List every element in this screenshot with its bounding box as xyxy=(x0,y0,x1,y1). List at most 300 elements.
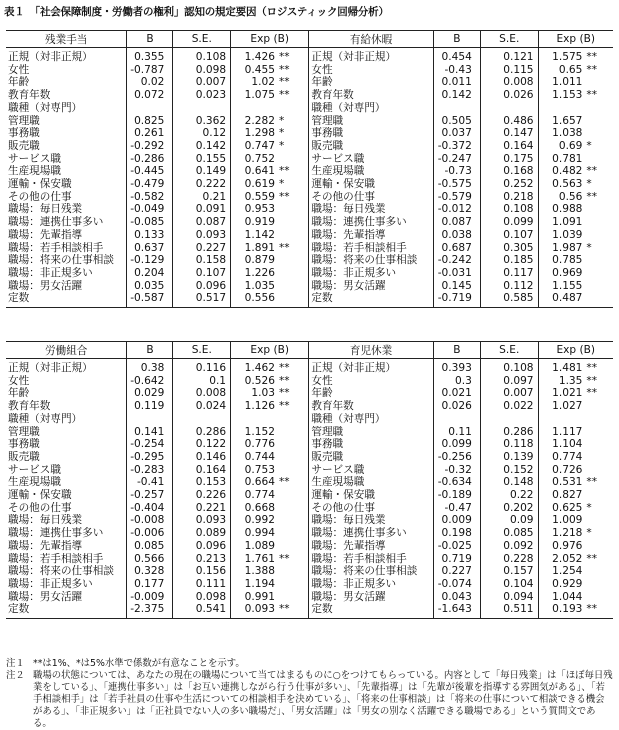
std-error: 0.093 xyxy=(173,229,231,242)
std-error: 0.118 xyxy=(480,438,538,451)
std-error: 0.1 xyxy=(173,375,231,388)
coef-b: -0.43 xyxy=(433,64,476,77)
variable-label: その他の仕事 xyxy=(8,190,72,203)
exp-b: 1.075 xyxy=(231,89,279,102)
variable-label: 正規（対非正規） xyxy=(8,51,93,63)
variable-label: 女性 xyxy=(8,63,30,76)
exp-b: 0.625 xyxy=(538,502,586,515)
variable-label: その他の仕事 xyxy=(309,191,433,204)
significance-mark xyxy=(279,591,309,604)
std-error: 0.157 xyxy=(480,565,538,578)
variable-label: 管理職 xyxy=(309,115,433,128)
exp-b: 0.976 xyxy=(538,540,586,553)
variable-label: その他の仕事 xyxy=(8,501,72,514)
coef-b: -0.32 xyxy=(433,464,476,477)
significance-mark: ** xyxy=(278,476,290,489)
col-header-se: S.E. xyxy=(480,31,538,48)
significance-mark xyxy=(279,502,309,515)
table-row xyxy=(6,127,613,140)
significance-mark: ** xyxy=(586,190,598,203)
std-error: 0.12 xyxy=(173,127,231,140)
std-error: 0.168 xyxy=(480,165,538,178)
significance-mark xyxy=(586,426,613,439)
coef-b xyxy=(433,413,476,426)
std-error: 0.517 xyxy=(173,292,231,307)
table-row xyxy=(6,426,613,439)
variable-label: 職場：若手相談相手 xyxy=(8,241,104,254)
table-row xyxy=(6,102,613,115)
table-row xyxy=(6,400,613,413)
significance-mark: ** xyxy=(586,476,598,489)
exp-b: 0.531 xyxy=(538,476,586,489)
variable-label: 教育年数 xyxy=(309,89,433,102)
table-row xyxy=(6,267,613,280)
exp-b: 1.104 xyxy=(538,438,586,451)
coef-b: 0.355 xyxy=(127,48,168,64)
significance-mark xyxy=(279,578,309,591)
std-error: 0.22 xyxy=(480,489,538,502)
std-error: 0.486 xyxy=(480,115,538,128)
footnote-2 xyxy=(6,670,613,730)
variable-label: その他の仕事 xyxy=(309,502,433,515)
outcome-label-zangyo-teate: 残業手当 xyxy=(6,31,127,48)
significance-mark xyxy=(586,591,613,604)
exp-b: 0.664 xyxy=(231,476,279,489)
exp-b: 1.761 xyxy=(231,553,279,566)
exp-b xyxy=(231,102,279,115)
exp-b: 1.021 xyxy=(538,387,586,400)
variable-label: 職場：先輩指導 xyxy=(8,539,83,552)
variable-label: 職場：男女活躍 xyxy=(8,590,83,603)
coef-b: -1.643 xyxy=(433,603,476,618)
footnote-1 xyxy=(6,658,613,670)
variable-label: 職種（対専門） xyxy=(309,413,433,426)
exp-b: 0.726 xyxy=(538,464,586,477)
exp-b: 1.03 xyxy=(231,387,279,400)
coef-b: -0.242 xyxy=(433,254,476,267)
significance-mark: * xyxy=(278,114,285,127)
significance-mark xyxy=(586,292,613,307)
variable-label: 生産現場職 xyxy=(309,165,433,178)
significance-mark: ** xyxy=(586,63,598,76)
significance-mark: ** xyxy=(278,89,290,102)
significance-mark: ** xyxy=(278,362,290,374)
significance-mark xyxy=(586,254,613,267)
variable-label: 職場：将来の仕事相談 xyxy=(309,254,433,267)
std-error: 0.222 xyxy=(173,178,231,191)
table-title: 表１ 「社会保障制度・労働者の権利」認知の規定要因（ロジスティック回帰分析） xyxy=(4,6,389,18)
col-header-exp: Exp (B) xyxy=(231,31,309,48)
col-header-exp: Exp (B) xyxy=(231,342,309,359)
variable-label: 年齢 xyxy=(309,76,433,89)
coef-b: -0.189 xyxy=(433,489,476,502)
std-error: 0.116 xyxy=(173,359,231,375)
variable-label: 職場：非正規多い xyxy=(309,267,433,280)
coef-b: -0.404 xyxy=(127,502,168,515)
coef-b: -0.008 xyxy=(127,514,168,527)
exp-b: 1.481 xyxy=(538,359,586,375)
variable-label: 職場：先輩指導 xyxy=(309,229,433,242)
coef-b: 0.261 xyxy=(127,127,168,140)
variable-label: 運輸・保安職 xyxy=(309,489,433,502)
table-row xyxy=(6,514,613,527)
std-error: 0.585 xyxy=(480,292,538,307)
std-error: 0.164 xyxy=(173,464,231,477)
footnote-text: 職場の状態については、あなたの現在の職場について当てはまるものに○をつけてもらっている。内容として「毎日残業」は「ほぼ毎日残業をしている」、「連携仕事多い」は「お互い連携しながら行う仕事が多い」、「先輩指導」は「先輩が後輩を指導する雰囲気がある」、「若手相談相手」は「若手社員の仕事や生活についての相談相手を決めている」、「将来の仕事相談」は「将来の仕事について相談できる機会がある」、「非正規多い」は「正社員でない人の多い職場だ」、「男女活躍」は「男女の別なく活躍できる職場である」という質問文である。 xyxy=(33,670,613,729)
significance-mark xyxy=(586,267,613,280)
exp-b: 0.56 xyxy=(538,191,586,204)
significance-mark xyxy=(586,438,613,451)
coef-b: 0.687 xyxy=(433,242,476,255)
std-error: 0.09 xyxy=(480,514,538,527)
exp-b: 1.218 xyxy=(538,527,586,540)
std-error: 0.142 xyxy=(173,140,231,153)
variable-label: 職場：若手相談相手 xyxy=(8,552,104,565)
exp-b: 1.426 xyxy=(231,48,279,64)
std-error: 0.153 xyxy=(173,476,231,489)
coef-b: 0.141 xyxy=(127,426,168,439)
std-error: 0.21 xyxy=(173,191,231,204)
coef-b: 0.505 xyxy=(433,115,476,128)
variable-label: 定数 xyxy=(309,292,433,307)
variable-label: 運輸・保安職 xyxy=(309,178,433,191)
table-row xyxy=(6,578,613,591)
table-row xyxy=(6,280,613,293)
variable-label: 女性 xyxy=(309,375,433,388)
coef-b xyxy=(433,102,476,115)
variable-label: 運輸・保安職 xyxy=(8,178,72,191)
table-row xyxy=(6,375,613,388)
exp-b: 0.991 xyxy=(231,591,279,604)
coef-b: 0.072 xyxy=(127,89,168,102)
coef-b: -0.579 xyxy=(433,191,476,204)
exp-b: 1.891 xyxy=(231,242,279,255)
significance-mark: * xyxy=(278,178,285,191)
significance-mark: ** xyxy=(278,552,290,565)
significance-mark xyxy=(279,216,309,229)
table-row xyxy=(6,387,613,400)
coef-b: -0.283 xyxy=(127,464,168,477)
significance-mark: ** xyxy=(586,362,598,374)
exp-b: 1.091 xyxy=(538,216,586,229)
exp-b: 0.65 xyxy=(538,64,586,77)
coef-b: -0.787 xyxy=(127,64,168,77)
std-error: 0.097 xyxy=(480,375,538,388)
coef-b: -0.025 xyxy=(433,540,476,553)
significance-mark: * xyxy=(586,527,592,540)
significance-mark xyxy=(586,514,613,527)
std-error: 0.023 xyxy=(173,89,231,102)
coef-b: -0.73 xyxy=(433,165,476,178)
std-error: 0.107 xyxy=(173,267,231,280)
exp-b: 1.089 xyxy=(231,540,279,553)
variable-label: 職場：若手相談相手 xyxy=(309,553,433,566)
exp-b: 1.35 xyxy=(538,375,586,388)
std-error: 0.164 xyxy=(480,140,538,153)
exp-b: 1.02 xyxy=(231,76,279,89)
variable-label: 女性 xyxy=(8,374,30,387)
significance-mark xyxy=(586,153,613,166)
table-row xyxy=(6,216,613,229)
std-error: 0.111 xyxy=(173,578,231,591)
variable-label: 職場：男女活躍 xyxy=(309,591,433,604)
significance-mark: ** xyxy=(586,165,598,178)
exp-b: 1.011 xyxy=(538,76,586,89)
table-row xyxy=(6,292,613,307)
significance-mark xyxy=(279,426,309,439)
exp-b: 0.988 xyxy=(538,203,586,216)
exp-b: 0.994 xyxy=(231,527,279,540)
coef-b xyxy=(127,102,168,115)
variable-label: 教育年数 xyxy=(309,400,433,413)
coef-b: -0.254 xyxy=(127,438,168,451)
coef-b: -0.031 xyxy=(433,267,476,280)
std-error: 0.007 xyxy=(173,76,231,89)
coef-b: -0.012 xyxy=(433,203,476,216)
coef-b: -0.587 xyxy=(127,292,168,307)
variable-label: サービス職 xyxy=(8,152,61,165)
std-error: 0.227 xyxy=(173,242,231,255)
coef-b: 0.145 xyxy=(433,280,476,293)
footnotes xyxy=(6,658,613,730)
table-row xyxy=(6,603,613,618)
outcome-label-ikuji-kyugyo: 育児休業 xyxy=(309,342,433,359)
significance-mark xyxy=(586,127,613,140)
outcome-label-yukyu-kyuka: 有給休暇 xyxy=(309,31,433,48)
table-row xyxy=(6,438,613,451)
exp-b: 0.747 xyxy=(231,140,279,153)
significance-mark: ** xyxy=(278,387,290,400)
table-row xyxy=(6,178,613,191)
exp-b: 0.776 xyxy=(231,438,279,451)
std-error: 0.092 xyxy=(480,540,538,553)
variable-label: 職場：非正規多い xyxy=(309,578,433,591)
panel-1-body xyxy=(6,48,613,308)
std-error: 0.098 xyxy=(173,591,231,604)
significance-mark xyxy=(586,578,613,591)
std-error: 0.156 xyxy=(173,565,231,578)
exp-b: 0.563 xyxy=(538,178,586,191)
variable-label: 職場：毎日残業 xyxy=(8,203,83,216)
significance-mark xyxy=(279,153,309,166)
significance-mark xyxy=(586,451,613,464)
table-panel-2 xyxy=(6,341,613,619)
significance-mark: * xyxy=(586,178,592,191)
coef-b: 0.637 xyxy=(127,242,168,255)
outcome-label-rodo-kumiai: 労働組合 xyxy=(6,342,127,359)
std-error: 0.286 xyxy=(480,426,538,439)
coef-b: -0.286 xyxy=(127,153,168,166)
exp-b: 1.126 xyxy=(231,400,279,413)
std-error: 0.085 xyxy=(480,527,538,540)
coef-b: -0.256 xyxy=(433,451,476,464)
variable-label: 生産現場職 xyxy=(309,476,433,489)
coef-b: 0.825 xyxy=(127,115,168,128)
coef-b: -0.006 xyxy=(127,527,168,540)
col-header-se: S.E. xyxy=(173,31,231,48)
coef-b: 0.011 xyxy=(433,76,476,89)
coef-b: 0.38 xyxy=(127,359,168,375)
significance-mark xyxy=(279,102,309,115)
coef-b: -0.372 xyxy=(433,140,476,153)
exp-b: 0.969 xyxy=(538,267,586,280)
coef-b: -0.049 xyxy=(127,203,168,216)
exp-b: 0.774 xyxy=(538,451,586,464)
variable-label: サービス職 xyxy=(8,463,61,476)
significance-mark xyxy=(586,540,613,553)
std-error: 0.362 xyxy=(173,115,231,128)
std-error: 0.146 xyxy=(173,451,231,464)
table-row xyxy=(6,203,613,216)
variable-label: 教育年数 xyxy=(8,400,51,413)
exp-b: 0.193 xyxy=(538,603,586,618)
std-error: 0.226 xyxy=(173,489,231,502)
std-error: 0.148 xyxy=(480,476,538,489)
variable-label: 販売職 xyxy=(309,140,433,153)
significance-mark: * xyxy=(586,501,592,514)
coef-b: 0.454 xyxy=(433,48,476,64)
variable-label: 年齢 xyxy=(8,387,30,400)
std-error: 0.121 xyxy=(480,48,538,64)
panel-2-body xyxy=(6,359,613,619)
coef-b: 0.02 xyxy=(127,76,168,89)
std-error: 0.286 xyxy=(173,426,231,439)
col-header-b: B xyxy=(127,31,173,48)
coef-b: 0.087 xyxy=(433,216,476,229)
exp-b: 0.752 xyxy=(231,153,279,166)
variable-label: 女性 xyxy=(309,64,433,77)
std-error: 0.511 xyxy=(480,603,538,618)
table-row xyxy=(6,76,613,89)
coef-b: -0.47 xyxy=(433,502,476,515)
significance-mark: ** xyxy=(586,89,598,102)
coef-b: -0.575 xyxy=(433,178,476,191)
std-error: 0.099 xyxy=(480,216,538,229)
std-error xyxy=(480,102,538,115)
significance-mark: ** xyxy=(278,165,290,178)
coef-b: -0.009 xyxy=(127,591,168,604)
exp-b: 0.919 xyxy=(231,216,279,229)
std-error: 0.185 xyxy=(480,254,538,267)
significance-mark: ** xyxy=(278,51,290,63)
variable-label: 職場：将来の仕事相談 xyxy=(8,254,114,267)
std-error: 0.108 xyxy=(173,48,231,64)
variable-label: 職場：男女活躍 xyxy=(8,279,83,292)
coef-b: 0.009 xyxy=(433,514,476,527)
variable-label: 年齢 xyxy=(309,387,433,400)
table-row xyxy=(6,527,613,540)
coef-b: -0.247 xyxy=(433,153,476,166)
table-row xyxy=(6,229,613,242)
significance-mark xyxy=(586,400,613,413)
variable-label: 生産現場職 xyxy=(8,476,61,489)
coef-b: -0.642 xyxy=(127,375,168,388)
exp-b: 0.774 xyxy=(231,489,279,502)
variable-label: 職場：先輩指導 xyxy=(309,540,433,553)
significance-mark xyxy=(279,267,309,280)
significance-mark xyxy=(279,229,309,242)
table-row xyxy=(6,489,613,502)
variable-label: 事務職 xyxy=(309,438,433,451)
coef-b: 0.177 xyxy=(127,578,168,591)
table-row xyxy=(6,191,613,204)
footnote-label: 注２ xyxy=(6,670,25,681)
significance-mark xyxy=(279,489,309,502)
variable-label: サービス職 xyxy=(309,464,433,477)
exp-b: 1.009 xyxy=(538,514,586,527)
variable-label: 職場：男女活躍 xyxy=(309,280,433,293)
coef-b: 0.133 xyxy=(127,229,168,242)
exp-b: 0.753 xyxy=(231,464,279,477)
std-error: 0.252 xyxy=(480,178,538,191)
exp-b: 0.785 xyxy=(538,254,586,267)
table-row xyxy=(6,140,613,153)
significance-mark: ** xyxy=(278,190,290,203)
significance-mark xyxy=(279,292,309,307)
exp-b: 0.992 xyxy=(231,514,279,527)
coef-b: 0.119 xyxy=(127,400,168,413)
significance-mark xyxy=(586,229,613,242)
significance-mark xyxy=(586,76,613,89)
variable-label: 事務職 xyxy=(309,127,433,140)
exp-b: 1.194 xyxy=(231,578,279,591)
variable-label: 職場：毎日残業 xyxy=(8,514,83,527)
coef-b: 0.038 xyxy=(433,229,476,242)
table-row xyxy=(6,476,613,489)
coef-b: 0.037 xyxy=(433,127,476,140)
col-header-exp: Exp (B) xyxy=(538,342,613,359)
significance-mark: ** xyxy=(278,374,290,387)
coef-b: -0.292 xyxy=(127,140,168,153)
std-error: 0.112 xyxy=(480,280,538,293)
coef-b: 0.204 xyxy=(127,267,168,280)
exp-b: 0.744 xyxy=(231,451,279,464)
exp-b: 0.556 xyxy=(231,292,279,307)
std-error: 0.152 xyxy=(480,464,538,477)
significance-mark xyxy=(586,413,613,426)
std-error: 0.087 xyxy=(173,216,231,229)
significance-mark xyxy=(586,280,613,293)
variable-label: 管理職 xyxy=(8,425,40,438)
exp-b: 0.929 xyxy=(538,578,586,591)
exp-b: 1.155 xyxy=(538,280,586,293)
variable-label: 職場：将来の仕事相談 xyxy=(8,565,114,578)
coef-b: -0.479 xyxy=(127,178,168,191)
exp-b: 1.153 xyxy=(538,89,586,102)
std-error: 0.091 xyxy=(173,203,231,216)
exp-b: 1.254 xyxy=(538,565,586,578)
significance-mark xyxy=(279,540,309,553)
significance-mark xyxy=(586,464,613,477)
coef-b: 0.3 xyxy=(433,375,476,388)
std-error: 0.024 xyxy=(173,400,231,413)
variable-label: 職場：連携仕事多い xyxy=(309,527,433,540)
coef-b: -0.582 xyxy=(127,191,168,204)
table-row xyxy=(6,502,613,515)
variable-label: 販売職 xyxy=(8,450,40,463)
variable-label: 職場：毎日残業 xyxy=(309,514,433,527)
std-error: 0.228 xyxy=(480,553,538,566)
std-error xyxy=(173,413,231,426)
exp-b: 0.455 xyxy=(231,64,279,77)
footnote-text: **は1%、*は5%水準で係数が有意なことを示す。 xyxy=(33,658,245,669)
variable-label: 職種（対専門） xyxy=(8,101,83,114)
table-row xyxy=(6,48,613,64)
variable-label: 事務職 xyxy=(8,127,40,140)
col-header-b: B xyxy=(127,342,173,359)
std-error: 0.175 xyxy=(480,153,538,166)
table-row xyxy=(6,115,613,128)
